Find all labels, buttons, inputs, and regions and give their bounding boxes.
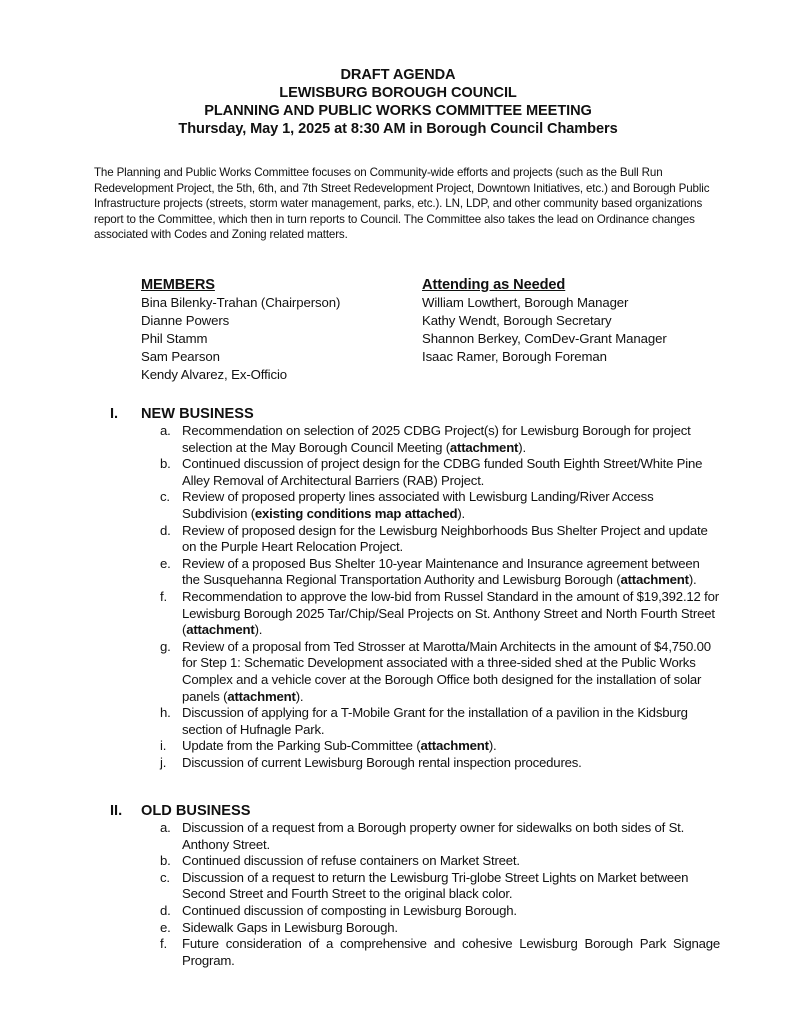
agenda-item-body: Discussion of applying for a T-Mobile Grant for the installation of a pavilion in the Kidsburg section of Hufnagle Park. xyxy=(182,705,688,737)
agenda-header xyxy=(0,66,796,138)
agenda-item xyxy=(110,589,720,639)
agenda-item-suffix: ). xyxy=(295,688,304,704)
agenda-item xyxy=(110,903,720,920)
agenda-item-text xyxy=(182,489,720,522)
agenda-item xyxy=(110,705,720,738)
agenda-item-text xyxy=(182,755,720,772)
agenda-item xyxy=(110,820,720,853)
agenda-item-suffix: ). xyxy=(457,505,465,521)
agenda-item xyxy=(110,920,720,937)
agenda-item-text xyxy=(182,936,720,969)
attending-heading: Attending as Needed xyxy=(422,277,566,293)
attendee-name: Kathy Wendt, Borough Secretary xyxy=(422,313,612,328)
agenda-item-letter: a. xyxy=(160,423,171,438)
agenda-item-text xyxy=(182,423,720,456)
new-business-heading xyxy=(110,405,720,423)
agenda-item-text xyxy=(182,920,720,937)
meeting-datetime: Thursday, May 1, 2025 at 8:30 AM in Borough Council Chambers xyxy=(178,121,618,137)
section-title: NEW BUSINESS xyxy=(141,406,254,422)
agenda-item xyxy=(110,556,720,589)
agenda-item xyxy=(110,523,720,556)
attendee-name: Shannon Berkey, ComDev-Grant Manager xyxy=(422,331,667,346)
agenda-item-letter: f. xyxy=(160,936,167,952)
agenda-item xyxy=(110,936,720,969)
section-number: I. xyxy=(110,406,119,422)
attachment-note: attachment xyxy=(420,738,489,754)
agenda-item-suffix: ). xyxy=(688,572,697,588)
agenda-item-text xyxy=(182,738,720,755)
agenda-item-text xyxy=(182,456,720,489)
agenda-item-body: Future consideration of a comprehensive and cohesive Lewisburg Borough Park Signage Program. xyxy=(182,936,720,968)
council-name: LEWISBURG BOROUGH COUNCIL xyxy=(279,85,517,101)
agenda-item-text xyxy=(182,903,720,920)
agenda-item-body: Review of a proposal from Ted Strosser at Marotta/Main Architects in the amount of $4,750.00 for Step 1: Schematic Development associated with a three-sided shed at the Public Works Complex and a vehicle cover at the Borough Office both designed for the installation of solar panels ( xyxy=(182,638,711,704)
agenda-item xyxy=(110,853,720,870)
attachment-note: existing conditions map attached xyxy=(254,505,458,521)
agenda-item-text xyxy=(182,523,720,556)
agenda-item-text xyxy=(182,705,720,738)
agenda-item-body: Sidewalk Gaps in Lewisburg Borough. xyxy=(182,919,398,935)
agenda-item-suffix: ). xyxy=(518,439,526,455)
agenda-item-letter: b. xyxy=(160,853,171,869)
agenda-item-letter: h. xyxy=(160,705,171,721)
agenda-item xyxy=(110,755,720,772)
agenda-item-body: Discussion of a request from a Borough property owner for sidewalks on both sides of St. Anthony Street. xyxy=(182,820,685,852)
agenda-item-body: Review of proposed design for the Lewisburg Neighborhoods Bus Shelter Project and update on the Purple Heart Relocation Project. xyxy=(182,522,708,555)
attachment-note: attachment xyxy=(227,688,296,704)
agenda-item-letter: b. xyxy=(160,456,171,472)
committee-description: The Planning and Public Works Committee focuses on Community-wide efforts and projects (such as the Bull Run Redevelopment Project, the 5th, 6th, and 7th Street Redevelopment Project, Downtown Initiatives, etc.) and Borough Public Infrastructure projects (streets, storm water management, parks, etc.). LN, LDP, and other community based organizations report to the Committee, which then in turn reports to Council. The Committee also takes the lead on Ordinance changes associated with Codes and Zoning related matters. xyxy=(94,166,710,242)
agenda-item xyxy=(110,423,720,456)
agenda-item-letter: e. xyxy=(160,555,171,571)
member-name: Dianne Powers xyxy=(141,313,230,328)
agenda-item-body: Recommendation on selection of 2025 CDBG Project(s) for Lewisburg Borough for project selection at the May Borough Council Meeting ( xyxy=(182,423,691,455)
agenda-item-letter: i. xyxy=(160,738,167,754)
agenda-item-letter: d. xyxy=(160,522,171,538)
old-business-items xyxy=(110,820,720,969)
new-business-items xyxy=(110,423,720,771)
section-title: OLD BUSINESS xyxy=(141,803,251,819)
attendee-name: Isaac Ramer, Borough Foreman xyxy=(422,349,607,364)
old-business-section xyxy=(110,802,720,969)
doc-type-title: DRAFT AGENDA xyxy=(340,67,456,83)
agenda-item-text xyxy=(182,853,720,870)
agenda-item xyxy=(110,738,720,755)
agenda-item-letter: j. xyxy=(160,754,167,770)
agenda-item-body: Update from the Parking Sub-Committee ( xyxy=(182,738,421,754)
agenda-item-body: Recommendation to approve the low-bid from Russel Standard in the amount of $19,392.12 for Lewisburg Borough 2025 Tar/Chip/Seal Projects on St. Anthony Street and North Fourth Street ( xyxy=(182,588,719,638)
attachment-note: attachment xyxy=(186,622,255,638)
agenda-item xyxy=(110,870,720,903)
agenda-item-body: Continued discussion of project design for the CDBG funded South Eighth Street/White Pine Alley Removal of Architectural Barriers (RAB) Project. xyxy=(182,456,703,488)
attachment-note: attachment xyxy=(620,572,689,588)
attending-column xyxy=(422,276,667,366)
agenda-item-letter: g. xyxy=(160,638,171,654)
agenda-item-letter: d. xyxy=(160,902,171,918)
agenda-item xyxy=(110,489,720,522)
agenda-item-letter: c. xyxy=(160,489,170,505)
member-name: Phil Stamm xyxy=(141,331,208,346)
member-name: Kendy Alvarez, Ex-Officio xyxy=(141,367,288,382)
agenda-item-body: Continued discussion of composting in Lewisburg Borough. xyxy=(182,902,517,918)
agenda-item xyxy=(110,639,720,705)
agenda-item-text xyxy=(182,589,720,639)
agenda-item-letter: e. xyxy=(160,919,171,935)
new-business-section xyxy=(110,405,720,771)
attendee-name: William Lowthert, Borough Manager xyxy=(422,295,629,310)
agenda-item-letter: c. xyxy=(160,869,170,885)
agenda-item-suffix: ). xyxy=(254,622,263,638)
agenda-item-body: Continued discussion of refuse containers on Market Street. xyxy=(182,853,520,869)
agenda-item-suffix: ). xyxy=(488,738,497,754)
agenda-item-body: Review of a proposed Bus Shelter 10-year Maintenance and Insurance agreement between the Susquehanna Regional Transportation Authority and Lewisburg Borough ( xyxy=(182,555,700,588)
agenda-item-letter: f. xyxy=(160,588,167,604)
agenda-item xyxy=(110,456,720,489)
agenda-item-letter: a. xyxy=(160,820,171,835)
agenda-item-text xyxy=(182,556,720,589)
old-business-heading xyxy=(110,802,720,820)
agenda-item-body: Discussion of a request to return the Lewisburg Tri-globe Street Lights on Market between Second Street and Fourth Street to the original black color. xyxy=(182,869,689,902)
section-number: II. xyxy=(110,803,123,819)
member-name: Sam Pearson xyxy=(141,349,220,364)
agenda-item-body: Discussion of current Lewisburg Borough rental inspection procedures. xyxy=(182,754,582,770)
members-column xyxy=(141,276,340,384)
member-name: Bina Bilenky-Trahan (Chairperson) xyxy=(141,295,341,310)
agenda-item-body: Review of proposed property lines associated with Lewisburg Landing/River Access Subdivision ( xyxy=(182,489,654,521)
meeting-name: PLANNING AND PUBLIC WORKS COMMITTEE MEETING xyxy=(204,103,592,119)
agenda-item-text xyxy=(182,639,720,705)
agenda-item-text xyxy=(182,820,720,853)
agenda-item-text xyxy=(182,870,720,903)
attachment-note: attachment xyxy=(449,439,519,455)
members-heading: MEMBERS xyxy=(141,277,215,293)
